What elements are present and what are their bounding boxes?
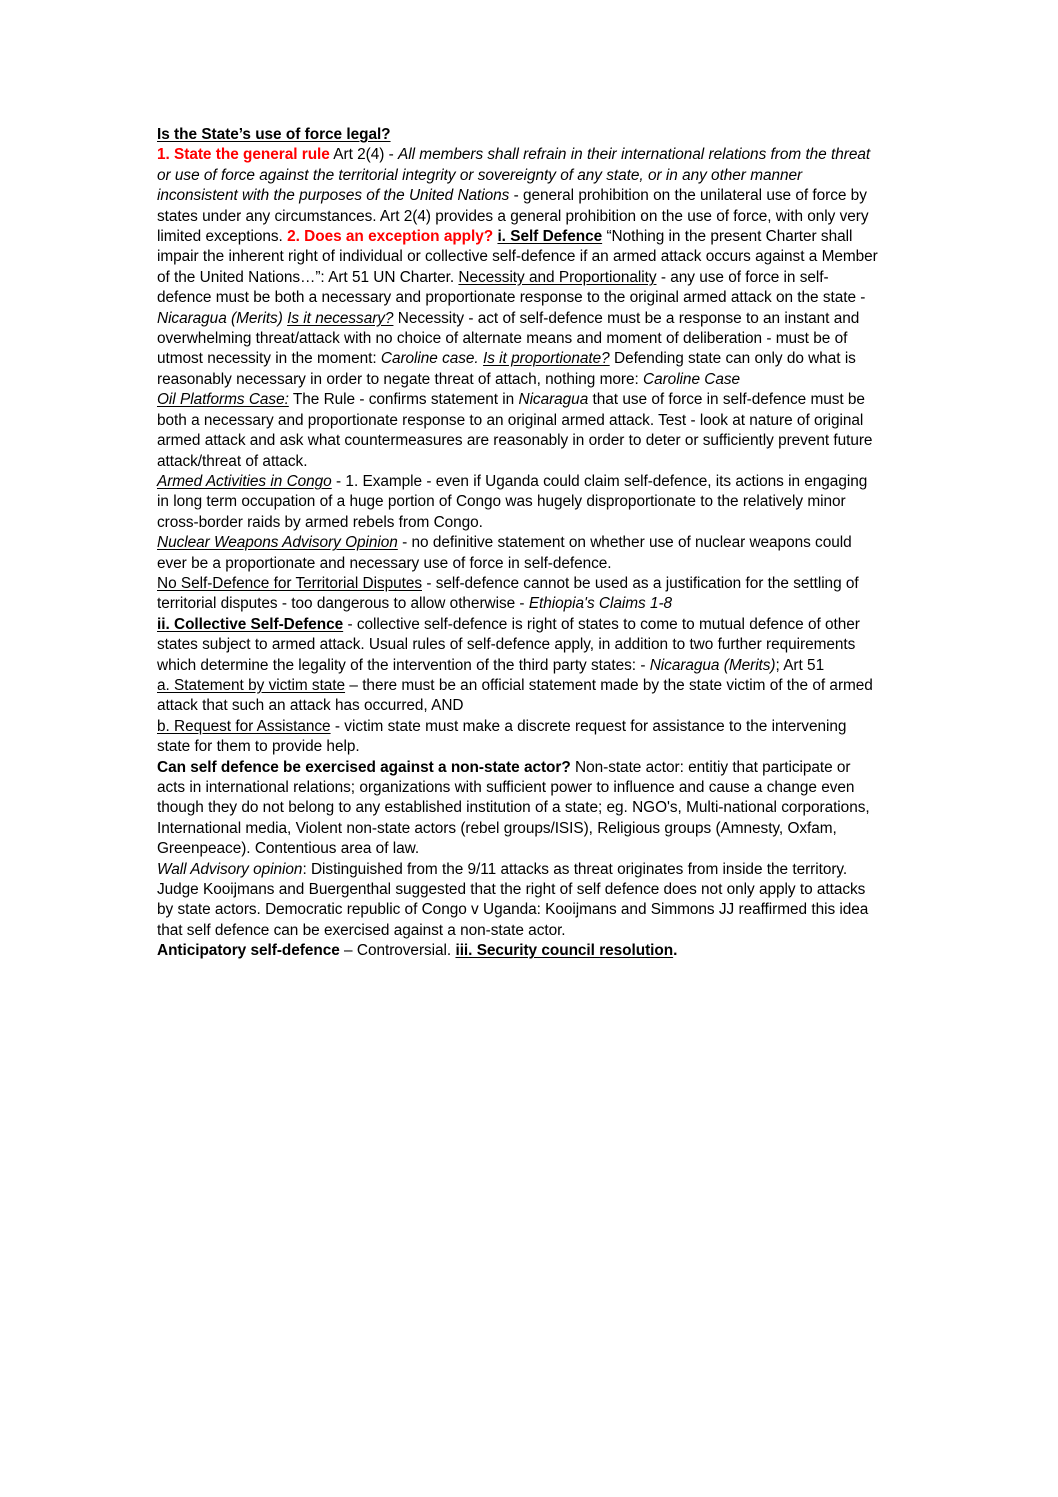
paragraph-wall-advisory-opinion [157, 860, 879, 942]
page-title-text: Is the State’s use of force legal? [157, 126, 391, 143]
label-a-statement-by-victim-state: a. Statement by victim state [157, 676, 346, 694]
label-no-self-defence-for-territorial-disputes: No Self-Defence for Territorial Disputes [157, 574, 422, 592]
case-nicaragua: Nicaragua [518, 391, 589, 409]
paragraph-request-for-assistance [157, 717, 879, 758]
case-caroline-case-2: Caroline Case [643, 370, 741, 388]
case-ethiopias-claims: Ethiopia's Claims 1-8 [528, 595, 673, 613]
text-proportionate-body: Defending state can only do what is reasonably necessary in order to negate threat of attach, nothing more: [157, 350, 856, 388]
paragraph-anticipatory-self-defence [157, 941, 879, 961]
text-nuclear-weapons-body: - no definitive statement on whether use of nuclear weapons could ever be a proportionate and necessary use of force in self-defence. [157, 534, 852, 572]
text-statement-by-victim-state-body: – there must be an official statement made by the state victim of the of armed attack that such an attack has occurred, AND [157, 676, 873, 715]
case-nuclear-weapons-advisory-opinion: Nuclear Weapons Advisory Opinion [157, 534, 398, 552]
text-necessity-body: Necessity - act of self-defence must be a response to an instant and overwhelming threat/attack with no choice of alternate means and moment of deliberation - must be of utmost necessity in the moment: [157, 309, 860, 368]
paragraph-general-rule [157, 145, 879, 390]
label-anticipatory-self-defence: Anticipatory self-defence [157, 942, 340, 960]
text-armed-activities-body: - 1. Example - even if Uganda could claim self-defence, its actions in engaging in long term occupation of a huge portion of Congo was hugely disproportionate to the relatively minor cross-border raids by armed rebels from Congo. [157, 472, 868, 531]
text-final-period: . [673, 942, 678, 960]
text-request-for-assistance-body: - victim state must make a discrete request for assistance to the intervening state for them to provide help. [157, 717, 847, 756]
page-title [157, 126, 391, 143]
case-oil-platforms-case: Oil Platforms Case: [157, 391, 289, 409]
text-oil-platforms-rule: The Rule - confirms statement in [288, 391, 519, 409]
case-nicaragua-merits-2: Nicaragua (Merits) [649, 656, 776, 674]
case-caroline-case: Caroline case. [380, 350, 479, 368]
label-b-request-for-assistance: b. Request for Assistance [157, 717, 331, 735]
case-nicaragua-merits: Nicaragua (Merits) [157, 309, 283, 327]
document-text-body [157, 125, 879, 962]
text-non-state-actor-body: Non-state actor: entitiy that participate or acts in international relations; organizations with sufficient power to influence and cause a change even though they do not belong to any established institution of a state; eg. NGO's, Multi-national corporations, International media, Violent non-state actors (rebel groups/ISIS), Religious groups (Amnesty, Oxfam, Greenpeace). Contentious area of law. [157, 758, 870, 858]
text-art-2-4: Art 2(4) - [329, 146, 399, 164]
section-heading-paragraph [157, 125, 879, 145]
paragraph-collective-self-defence [157, 615, 879, 676]
text-collective-self-defence-body: - collective self-defence is right of states to come to mutual defence of other states subject to armed attack. Usual rules of self-defence apply, in addition to two further requirements which determine the legality of the intervention of the third party states: - [157, 615, 860, 674]
paragraph-nuclear-weapons-opinion [157, 533, 879, 574]
label-ii-collective-self-defence: ii. Collective Self-Defence [157, 615, 344, 633]
text-controversial: – Controversial. [339, 942, 456, 960]
case-armed-activities-in-congo: Armed Activities in Congo [157, 472, 332, 490]
label-iii-security-council-resolution: iii. Security council resolution [455, 942, 674, 960]
text-territorial-disputes-body: - self-defence cannot be used as a justification for the settling of territorial disputes - too dangerous to allow otherwise - [157, 574, 859, 613]
paragraph-armed-activities-congo [157, 472, 879, 533]
case-wall-advisory-opinion: Wall Advisory opinion [157, 860, 303, 878]
text-necessity-proportionality-body: - any use of force in self-defence must be both a necessary and proportionate response to the original armed attack on the state - [157, 268, 866, 307]
label-i-self-defence: i. Self Defence [497, 228, 603, 246]
text-general-prohibition: - general prohibition on the unilateral use of force by states under any circumstances. Art 2(4) provides a general prohibition on the use of force, with only very limited exceptions. [157, 187, 869, 246]
paragraph-territorial-disputes [157, 574, 879, 615]
text-oil-platforms-test: that use of force in self-defence must be both a necessary and proportionate response to an original armed attack. Test - look at nature of original armed attack and ask what countermeasures are reasonably in order to deter or sufficiently prevent future attack/threat of attack. [157, 391, 873, 470]
text-art-51-ref: ; Art 51 [775, 656, 825, 674]
label-is-it-necessary: Is it necessary? [287, 309, 394, 327]
paragraph-statement-by-victim-state [157, 676, 879, 717]
label-state-the-general-rule: 1. State the general rule [157, 146, 330, 164]
text-art-51-quote: “Nothing in the present Charter shall impair the inherent right of individual or collective self-defence if an armed attack occurs against a Member of the United Nations…”: Art 51 UN Charter. [157, 228, 878, 286]
paragraph-oil-platforms-case [157, 390, 879, 472]
label-can-self-defence-non-state-actor: Can self defence be exercised against a non-state actor? [157, 758, 571, 776]
label-is-it-proportionate: Is it proportionate? [482, 350, 610, 368]
text-wall-advisory-body: : Distinguished from the 9/11 attacks as threat originates from inside the territory. Judge Kooijmans and Buergenthal suggested that the right of self defence does not only apply to attacks by state actors. Democratic republic of Congo v Uganda: Kooijmans and Simmons JJ reaffirmed this idea that self defence can be exercised against a non-state actor. [157, 860, 869, 939]
label-necessity-and-proportionality: Necessity and Proportionality [458, 268, 657, 286]
quote-art-2-4: All members shall refrain in their international relations from the threat or use of force against the territorial integrity or sovereignty of any state, or in any other manner inconsistent with the purposes of the United Nations [157, 146, 871, 205]
paragraph-non-state-actor [157, 758, 879, 860]
label-does-an-exception-apply: 2. Does an exception apply? [287, 228, 494, 246]
